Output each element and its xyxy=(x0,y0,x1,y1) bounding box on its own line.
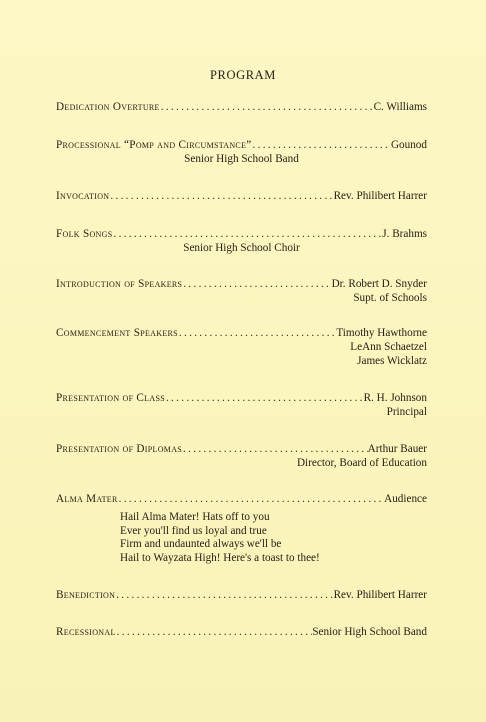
entry-value: Timothy Hawthorne xyxy=(336,327,427,339)
entry-value: Rev. Philibert Harrer xyxy=(333,190,427,202)
entry-subline: Principal xyxy=(386,406,427,418)
program-entry-folk-songs xyxy=(56,228,427,256)
entry-subline: Senior High School Choir xyxy=(183,242,300,254)
leader-dots xyxy=(109,190,333,202)
verse-line: Hail to Wayzata High! Here's a toast to thee! xyxy=(120,551,320,564)
leader-dots xyxy=(115,589,333,601)
leader-dots xyxy=(116,626,313,638)
leader-dots xyxy=(165,392,364,404)
program-entry-presentation-diplomas xyxy=(56,443,427,471)
program-entry-presentation-class xyxy=(56,392,427,420)
program-entry-benediction xyxy=(56,589,427,603)
entry-subline: Director, Board of Education xyxy=(296,457,427,469)
program-entry-processional xyxy=(56,139,427,167)
verse-line: Ever you'll find us loyal and true xyxy=(120,524,267,537)
entry-label: Presentation of Diplomas xyxy=(56,443,183,455)
entry-subline: Senior High School Band xyxy=(184,153,299,165)
program-entry-dedication xyxy=(56,101,427,115)
leader-dots xyxy=(112,228,382,240)
entry-label: Folk Songs xyxy=(56,228,113,240)
entry-value: Dr. Robert D. Snyder xyxy=(331,278,427,290)
entry-value: Audience xyxy=(384,493,427,505)
entry-value: C. Williams xyxy=(373,101,427,113)
program-entry-commencement xyxy=(56,327,427,369)
entry-value: Arthur Bauer xyxy=(367,443,427,455)
program-entry-invocation xyxy=(56,190,427,204)
entry-label: Alma Mater xyxy=(56,493,118,505)
entry-label: Presentation of Class xyxy=(56,392,165,404)
entry-value: R. H. Johnson xyxy=(363,392,427,404)
entry-value: Rev. Philibert Harrer xyxy=(333,589,427,601)
leader-dots xyxy=(182,278,331,290)
leader-dots xyxy=(252,139,391,151)
program-entry-recessional xyxy=(56,626,427,640)
program-title: PROGRAM xyxy=(209,68,277,82)
entry-value: Senior High School Band xyxy=(312,626,427,638)
entry-value: J. Brahms xyxy=(382,228,427,240)
verse-line: Firm and undaunted always we'll be xyxy=(120,538,282,550)
leader-dots xyxy=(160,101,374,113)
leader-dots xyxy=(178,327,336,339)
program-entry-alma-mater xyxy=(56,493,427,565)
entry-label: Invocation xyxy=(56,190,110,202)
alma-mater-verse xyxy=(120,511,427,565)
entry-label: Introduction of Speakers xyxy=(56,278,183,290)
entry-value: Gounod xyxy=(390,139,427,151)
entry-label: Dedication Overture xyxy=(56,101,160,113)
leader-dots xyxy=(182,443,368,455)
entry-label: Processional “Pomp and Circumstance” xyxy=(56,139,252,151)
entry-subline: James Wicklatz xyxy=(357,355,427,367)
program-entry-introduction xyxy=(56,278,427,306)
entry-label: Benediction xyxy=(56,589,116,601)
entry-subline: Supt. of Schools xyxy=(353,292,427,304)
entry-label: Recessional xyxy=(56,626,116,638)
verse-line: Hail Alma Mater! Hats off to you xyxy=(120,511,270,523)
entry-subline: LeAnn Schaetzel xyxy=(350,341,427,353)
entry-label: Commencement Speakers xyxy=(56,327,178,339)
leader-dots xyxy=(118,493,385,505)
